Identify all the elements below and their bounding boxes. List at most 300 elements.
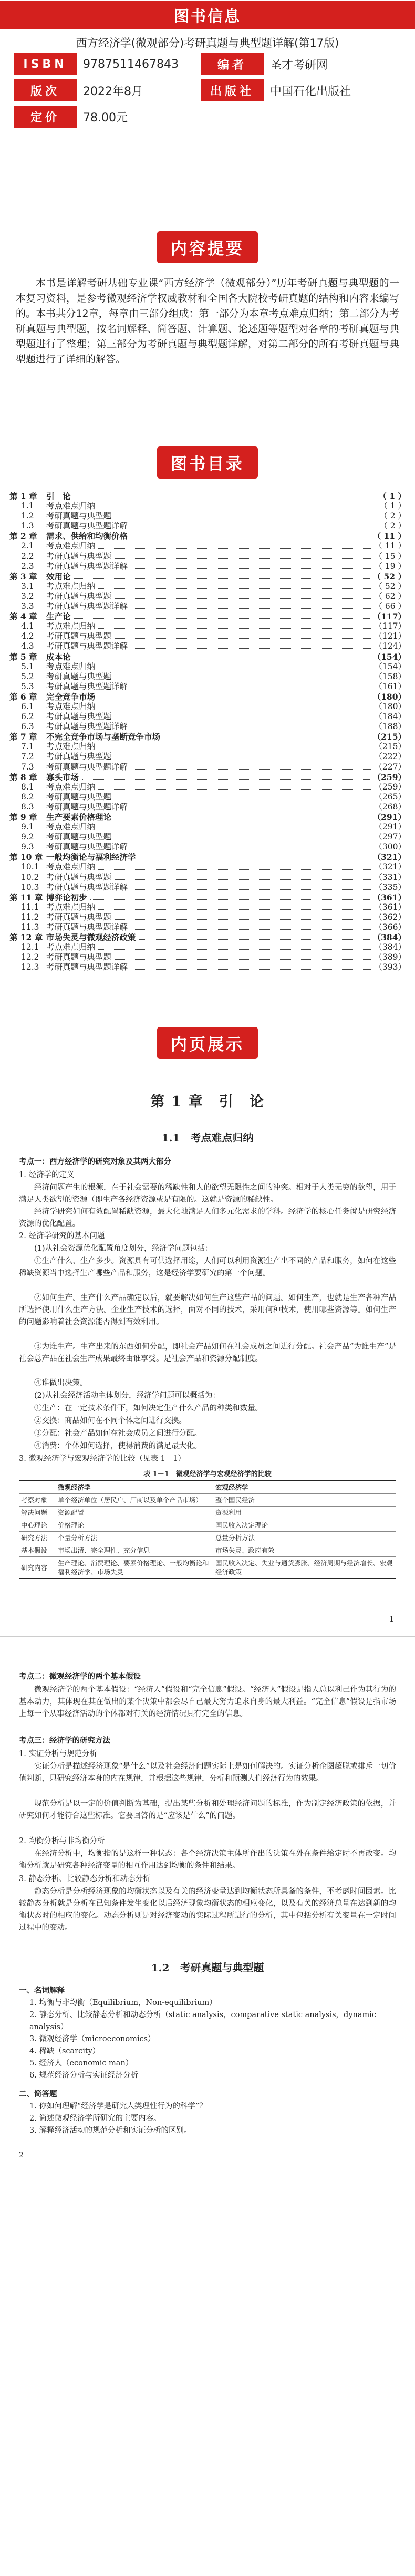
toc-page: （384） (372, 932, 406, 943)
toc-section (9, 742, 406, 752)
editor-value: 圣才考研网 (270, 58, 328, 72)
toc-number: 第 10 章 (9, 852, 43, 863)
toc-number: 9.2 (21, 832, 34, 842)
toc-number: 7.3 (21, 762, 34, 772)
toc-chapter (9, 892, 406, 902)
toc-number: 2.3 (21, 561, 34, 571)
toc-section (9, 511, 406, 521)
toc-title: 考研真题与典型题 (46, 712, 112, 722)
toc-page: （ 1 ） (378, 491, 406, 501)
toc-number: 4.2 (21, 631, 34, 641)
price-label: 定价 (14, 106, 77, 128)
toc-title: 寡头市场 (46, 772, 79, 782)
toc-title: 考研真题与典型题 (46, 872, 112, 882)
para: 经济问题产生的根源，在于社会需要的稀缺性和人的欲望无限性之间的冲突。相对于人类无穷的欲望，用于满足人类欲望的资源（即生产各经济资源或是有限的。这就是资源的稀缺性。 (19, 1183, 396, 1204)
toc-section (9, 952, 406, 962)
toc-page: （ 2 ） (379, 511, 406, 521)
toc-section (9, 832, 406, 842)
toc-title: 考点难点归纳 (46, 621, 96, 631)
toc-chapter (9, 572, 406, 581)
toc-page: （291） (372, 812, 406, 822)
toc-title: 完全竞争市场 (46, 691, 96, 702)
toc-page: （361） (374, 902, 406, 912)
toc-leader (131, 929, 371, 930)
para: ③分配：社会产品如何在社会成员之间进行分配。 (34, 1429, 202, 1438)
toc-title: 考研真题与典型题详解 (46, 681, 128, 691)
isbn-label: ISBN (14, 53, 77, 75)
table-row (19, 1557, 396, 1579)
book-title: 西方经济学(微观部分)考研真题与典型题详解(第17版) (76, 37, 339, 49)
toc-number: 2.2 (21, 551, 34, 561)
toc-title: 考研真题与典型题 (46, 792, 112, 802)
question-type: 二、简答题 (19, 2090, 57, 2099)
toc-title: 考研真题与典型题详解 (46, 762, 128, 772)
table-of-contents (9, 491, 406, 973)
toc-chapter (9, 692, 406, 702)
toc-section (9, 581, 406, 591)
toc-title: 考研真题与典型题详解 (46, 802, 128, 812)
para: ①生产：在一定技术条件下，如何决定生产什么产品的种类和数量。 (34, 1404, 263, 1412)
toc-title: 考研真题与典型题详解 (46, 962, 128, 972)
para: 经济学研究如何有效配置稀缺资源，最大化地满足人们多元化需求的学科。经济学的核心任务就是研究经济资源的优化配置。 (19, 1208, 396, 1228)
toc-number: 第 8 章 (9, 772, 37, 782)
toc-title: 生产要素价格理论 (46, 812, 112, 822)
para: 静态分析是分析经济现象的均衡状态以及有关的经济变量达到均衡状态所具备的条件，不考虑时间因素。比较静态分析就是分析在已知条件发生变化以后经济现象均衡状态的相应变化，以及有关的经济总量在达到新的均衡状态时的相应的变化。动态分析则是对经济变动的实际过程所进行的分析，其中包括分析有关变量在一定时间过程中的变动。 (19, 1887, 396, 1932)
toc-chapter (9, 772, 406, 782)
question-list (29, 2101, 396, 2137)
section-title: 1.2 考研真题与典型题 (151, 1961, 264, 1974)
toc-page: （222） (374, 752, 406, 762)
para: ②如何生产。生产什么产品确定以后，就要解决如何生产这些产品的问题。如何生产，也就是生产各种产品所选择使用什么生产方法。企业生产技术的选择，面对不同的技术，采用何种技术，使用哪些资源等。如何生产的问题影响着社会资源能否得到有效利用。 (19, 1294, 396, 1326)
toc-title: 博弈论初步 (46, 892, 87, 902)
toc-page: （335） (374, 882, 406, 892)
toc-page: （215） (372, 732, 406, 742)
toc-chapter (9, 491, 406, 501)
toc-number: 8.2 (21, 792, 34, 802)
edition-value: 2022年8月 (83, 85, 143, 98)
toc-number: 第 7 章 (9, 732, 37, 742)
toc-page: （ 66 ） (374, 601, 406, 611)
toc-section (9, 501, 406, 511)
toc-leader (131, 568, 371, 569)
toc-title: 考研真题与典型题详解 (46, 842, 128, 852)
toc-number: 4.1 (21, 621, 34, 631)
toc-title: 考点难点归纳 (46, 742, 96, 752)
toc-leader (115, 638, 371, 639)
toc-number: 6.1 (21, 701, 34, 711)
toc-number: 11.3 (21, 922, 39, 932)
toc-leader (82, 779, 370, 780)
toc-number: 5.3 (21, 681, 34, 691)
toc-title: 考研真题与典型题 (46, 631, 112, 641)
section-title: 1.1 考点难点归纳 (161, 1131, 254, 1144)
toc-title: 成本论 (46, 651, 71, 662)
toc-page: （215） (374, 742, 406, 752)
book-info-banner: 图书信息 (0, 1, 415, 29)
toc-number: 10.1 (21, 862, 39, 872)
toc-leader (98, 909, 371, 910)
para: 3. 静态分析、比较静态分析和动态分析 (19, 1875, 151, 1883)
toc-title: 考研真题与典型题 (46, 832, 112, 842)
point-heading: 考点二：微观经济学的两个基本假设 (19, 1672, 141, 1681)
toc-number: 1.2 (21, 511, 34, 521)
toc-page: （188） (374, 722, 406, 732)
toc-section (9, 792, 406, 802)
toc-page: （ 11 ） (374, 541, 406, 551)
isbn-value: 9787511467843 (83, 57, 179, 71)
toc-title: 考研真题与典型题 (46, 591, 112, 601)
edition-row (14, 79, 402, 101)
toc-section (9, 712, 406, 722)
toc-title: 生产论 (46, 611, 71, 622)
toc-leader (131, 769, 371, 770)
toc-page: （361） (372, 892, 406, 902)
toc-page: （ 52 ） (374, 581, 406, 591)
list-item: 2. 简述微观经济学所研究的主要内容。 (29, 2114, 161, 2123)
toc-leader (115, 558, 371, 559)
toc-page: （366） (374, 922, 406, 932)
para: 2. 经济学研究的基本问题 (19, 1232, 105, 1240)
toc-number: 12.1 (21, 942, 39, 952)
toc-number: 9.3 (21, 842, 34, 852)
toc-title: 考点难点归纳 (46, 581, 96, 591)
toc-title: 考研真题与典型题 (46, 912, 112, 922)
toc-page: （180） (372, 691, 406, 702)
toc-number: 10.3 (21, 882, 39, 892)
toc-number: 11.1 (21, 902, 39, 912)
toc-leader (90, 899, 370, 900)
toc-leader (115, 879, 371, 880)
table-cell: 中心理论 (19, 1519, 56, 1532)
term-list (29, 1997, 396, 2082)
para: 在经济分析中，均衡指的是这样一种状态：各个经济决策主体所作出的决策在外在条件给定时不再改变。均衡分析就是研究各种经济变量的相互作用达到均衡的条件和结果。 (19, 1850, 396, 1870)
toc-page: （ 19 ） (374, 561, 406, 571)
toc-page: （124） (374, 641, 406, 651)
toc-number: 5.2 (21, 671, 34, 681)
toc-leader (131, 889, 371, 890)
toc-section (9, 682, 406, 692)
toc-section (9, 641, 406, 651)
table-cell: 国民收入决定理论 (213, 1519, 396, 1532)
point-heading: 考点一：西方经济学的研究对象及其两大部分 (19, 1157, 171, 1166)
toc-number: 6.2 (21, 712, 34, 722)
list-item: 4. 稀缺（scarcity） (29, 2047, 100, 2055)
toc-section (9, 902, 406, 912)
toc-page: （117） (372, 611, 406, 622)
summary-text: 本书是详解考研基础专业课“西方经济学（微观部分）”历年考研真题与典型题的一本复习资料，是参考微观经济学权威教材和全国各大院校考研真题的结构和内容来编写的。本书共分12章，每章由三部分组成：第一部分为本章考点难点归纳；第二部分为考研真题与典型题，按名词解释、简答题、计算题、论述题等题型对各章的考研真题与典型题进行了整理；第三部分为考研真题与典型题详解，对第二部分的所有考研真题与典型题进行了详细的解答。 (16, 277, 399, 365)
toc-number: 7.1 (21, 742, 34, 752)
toc-number: 5.1 (21, 661, 34, 671)
toc-page: （121） (374, 631, 406, 641)
toc-number: 第 9 章 (9, 812, 37, 822)
list-item: 6. 规范经济分析与实证经济分析 (29, 2071, 138, 2080)
para: ③为谁生产。生产出来的东西如何分配，即社会产品如何在社会成员之间进行分配。社会产品“为谁生产”是社会总产品在社会生产成果最终由谁享受。是社会产品和资源分配制度。 (19, 1343, 396, 1363)
toc-title: 考点难点归纳 (46, 822, 96, 832)
toc-leader (98, 588, 371, 589)
toc-section (9, 842, 406, 852)
toc-section (9, 672, 406, 682)
toc-title: 考研真题与典型题详解 (46, 882, 128, 892)
table-row (19, 1519, 396, 1532)
table-cell: 基本假设 (19, 1544, 56, 1557)
toc-number: 3.1 (21, 581, 34, 591)
table-cell: 整个国民经济 (213, 1494, 396, 1507)
table-cell: 资源利用 (213, 1507, 396, 1519)
table-row (19, 1544, 396, 1557)
toc-page: （393） (374, 962, 406, 972)
para: ④谁做出决策。 (34, 1379, 88, 1387)
editor-label: 编者 (201, 53, 264, 75)
comparison-table (19, 1480, 396, 1579)
toc-section (9, 521, 406, 531)
para: ②交换：商品如何在不同个体之间进行交换。 (34, 1417, 186, 1425)
list-item: 1. 你如何理解“经济学是研究人类理性行为的科学”？ (29, 2102, 207, 2111)
toc-section (9, 541, 406, 551)
toc-section (9, 552, 406, 562)
toc-number: 3.2 (21, 591, 34, 601)
table-cell: 解决问题 (19, 1507, 56, 1519)
toc-number: 6.3 (21, 722, 34, 732)
toc-section (9, 722, 406, 732)
toc-page: （331） (374, 872, 406, 882)
toc-number: 10.2 (21, 872, 39, 882)
toc-section (9, 912, 406, 922)
toc-title: 一般均衡论与福利经济学 (46, 852, 136, 863)
publisher-value: 中国石化出版社 (270, 85, 351, 98)
toc-chapter (9, 812, 406, 822)
toc-title: 不完全竞争市场与垄断竞争市场 (46, 732, 161, 742)
toc-section (9, 591, 406, 601)
list-item: 2. 静态分析、比较静态分析和动态分析（static analysis，comparative static analysis，dynamic analysis） (29, 2011, 377, 2031)
toc-number: 第 1 章 (9, 491, 37, 501)
toc-page: （321） (372, 852, 406, 863)
table-cell: 资源配置 (56, 1507, 213, 1519)
toc-page: （ 52 ） (372, 571, 406, 581)
para: (1)从社会资源优化配置角度划分，经济学问题包括： (34, 1244, 213, 1253)
toc-section (9, 762, 406, 772)
toc-page: （154） (372, 651, 406, 662)
toc-leader (131, 969, 371, 970)
toc-leader (98, 869, 371, 870)
table-header-cell: 宏观经济学 (213, 1481, 396, 1494)
table-row (19, 1494, 396, 1507)
para: 1. 实证分析与规范分析 (19, 1750, 97, 1758)
toc-section (9, 752, 406, 762)
toc-leader (74, 578, 370, 579)
toc-page: （291） (374, 822, 406, 832)
table-cell: 总量分析方法 (213, 1532, 396, 1544)
toc-number: 2.1 (21, 541, 34, 551)
page-number: 2 (19, 2151, 24, 2159)
table-cell: 生产理论、消费理论、要素价格理论、一般均衡论和福利经济学、市场失灵 (56, 1557, 213, 1579)
toc-page: （265） (374, 792, 406, 802)
toc-title: 考研真题与典型题 (46, 551, 112, 561)
list-item: 3. 微观经济学（microeconomics） (29, 2035, 155, 2043)
toc-page: （227） (374, 762, 406, 772)
para: 3. 微观经济学与宏观经济学的比较（见表 1－1） (19, 1455, 186, 1463)
toc-title: 考点难点归纳 (46, 782, 96, 792)
table-cell: 价格理论 (56, 1519, 213, 1532)
list-item: 3. 解释经济活动的规范分析和实证分析的区别。 (29, 2126, 192, 2135)
question-type: 一、名词解释 (19, 1986, 65, 1995)
toc-leader (131, 608, 371, 609)
para: (2)从社会经济活动主体划分，经济学问题可以概括为： (34, 1391, 221, 1400)
toc-section (9, 562, 406, 572)
table-row (19, 1532, 396, 1544)
toc-title: 考研真题与典型题详解 (46, 601, 128, 611)
toc-number: 12.3 (21, 962, 39, 972)
toc-section (9, 782, 406, 792)
toc-page: （259） (372, 772, 406, 782)
price-value: 78.00元 (83, 111, 128, 124)
toc-number: 第 12 章 (9, 932, 43, 943)
toc-page: （161） (374, 681, 406, 691)
toc-title: 考点难点归纳 (46, 541, 96, 551)
toc-leader (115, 598, 371, 599)
edition-label: 版次 (14, 79, 77, 101)
toc-number: 1.3 (21, 521, 34, 531)
para: 2. 均衡分析与非均衡分析 (19, 1837, 105, 1845)
toc-page: （ 11 ） (372, 531, 406, 542)
toc-title: 考研真题与典型题详解 (46, 641, 128, 651)
toc-page: （ 62 ） (374, 591, 406, 601)
toc-page: （ 2 ） (379, 521, 406, 531)
toc-page: （384） (374, 942, 406, 952)
toc-title: 需求、供给和均衡价格 (46, 531, 128, 542)
toc-number: 9.1 (21, 822, 34, 832)
toc-title: 考点难点归纳 (46, 501, 96, 511)
toc-number: 12.2 (21, 952, 39, 962)
toc-title: 考点难点归纳 (46, 701, 96, 711)
toc-chapter (9, 652, 406, 662)
toc-section (9, 702, 406, 712)
toc-number: 第 11 章 (9, 892, 43, 902)
table-cell: 市场出清、完全理性、充分信息 (56, 1544, 213, 1557)
toc-title: 考点难点归纳 (46, 862, 96, 872)
toc-section (9, 662, 406, 672)
toc-page: （180） (374, 701, 406, 711)
toc-number: 3.3 (21, 601, 34, 611)
toc-number: 8.3 (21, 802, 34, 812)
toc-title: 效用论 (46, 571, 71, 581)
summary-heading: 内容提要 (0, 231, 415, 263)
toc-leader (98, 628, 371, 629)
toc-leader (139, 939, 370, 940)
toc-number: 第 6 章 (9, 691, 37, 702)
toc-number: 第 2 章 (9, 531, 37, 542)
page-number: 1 (389, 1615, 394, 1624)
preview-page (0, 1072, 415, 2576)
toc-page: （321） (374, 862, 406, 872)
toc-title: 考研真题与典型题详解 (46, 722, 128, 732)
table-cell: 国民收入决定、失业与通货膨胀、经济周期与经济增长、宏观经济政策 (213, 1557, 396, 1579)
table-cell: 考察对象 (19, 1494, 56, 1507)
table-cell: 个量分析方法 (56, 1532, 213, 1544)
point-heading: 考点三：经济学的研究方法 (19, 1736, 110, 1745)
toc-page: （184） (374, 712, 406, 722)
toc-chapter (9, 852, 406, 862)
toc-chapter (9, 531, 406, 541)
toc-section (9, 882, 406, 892)
toc-title: 考点难点归纳 (46, 902, 96, 912)
list-item: 5. 经济人（economic man） (29, 2059, 133, 2068)
toc-section (9, 942, 406, 952)
toc-title: 考研真题与典型题详解 (46, 521, 128, 531)
para: 规范分析是以一定的价值判断为基础，提出某些分析和处理经济问题的标准，作为制定经济政策的依据，并研究如何才能符合这些标准。它要回答的是“应该是什么”的问题。 (19, 1800, 396, 1820)
para: ④消费：个体如何选择，使得消费的满足最大化。 (34, 1442, 202, 1450)
publisher-label: 出版社 (201, 79, 264, 101)
toc-number: 4.3 (21, 641, 34, 651)
toc-page: （297） (374, 832, 406, 842)
isbn-row (14, 53, 402, 75)
toc-title: 引 论 (46, 491, 71, 501)
toc-leader (98, 949, 371, 950)
toc-leader (98, 548, 371, 549)
toc-section (9, 802, 406, 812)
toc-page: （ 15 ） (374, 551, 406, 561)
toc-leader (98, 789, 371, 790)
toc-section (9, 962, 406, 972)
toc-page: （362） (374, 912, 406, 922)
toc-heading: 图书目录 (0, 446, 415, 479)
table-header-cell: 微观经济学 (56, 1481, 213, 1494)
table-cell: 单个经济单位（居民户、厂商以及单个产品市场） (56, 1494, 213, 1507)
toc-section (9, 862, 406, 872)
toc-number: 7.2 (21, 752, 34, 762)
toc-title: 考研真题与典型题 (46, 952, 112, 962)
para: 1. 经济学的定义 (19, 1171, 75, 1179)
toc-chapter (9, 932, 406, 942)
toc-number: 1.1 (21, 501, 34, 511)
toc-number: 8.1 (21, 782, 34, 792)
preview-heading: 内页展示 (0, 1027, 415, 1059)
chapter-title: 第 1 章 引 论 (150, 1094, 265, 1110)
toc-title: 考研真题与典型题 (46, 752, 112, 762)
toc-section (9, 601, 406, 611)
toc-chapter (9, 732, 406, 742)
toc-title: 考点难点归纳 (46, 661, 96, 671)
toc-page: （158） (374, 671, 406, 681)
toc-section (9, 631, 406, 641)
price-row (14, 106, 402, 128)
table-cell: 研究内容 (19, 1557, 56, 1579)
toc-title: 考研真题与典型题 (46, 511, 112, 521)
toc-number: 第 5 章 (9, 651, 37, 662)
toc-number: 第 4 章 (9, 611, 37, 622)
toc-page: （268） (374, 802, 406, 812)
toc-title: 市场失灵与微观经济政策 (46, 932, 136, 943)
toc-title: 考研真题与典型题 (46, 671, 112, 681)
para: ①生产什么、生产多少。资源具有可供选择用途，人们可以利用资源生产出不同的产品和服务，如何在这些稀缺资源当中选择生产哪些产品和服务，这是经济学要研究的第一个问题。 (19, 1257, 396, 1277)
para: 实证分析是描述经济现象“是什么”以及社会经济问题实际上是如何解决的。实证分析企图超脱或排斥一切价值判断，只研究经济本身的内在规律，并根据这些规律，分析和预测人们经济行为的效果。 (19, 1762, 396, 1783)
toc-title: 考研真题与典型题详解 (46, 561, 128, 571)
table-row (19, 1507, 396, 1519)
table-header-cell (19, 1481, 56, 1494)
toc-page: （ 1 ） (379, 501, 406, 511)
toc-section (9, 822, 406, 832)
toc-page: （389） (374, 952, 406, 962)
toc-number: 11.2 (21, 912, 39, 922)
toc-number: 第 3 章 (9, 571, 37, 581)
table-cell: 市场失灵、政府有效 (213, 1544, 396, 1557)
toc-page: （300） (374, 842, 406, 852)
toc-leader (131, 648, 371, 649)
list-item: 1. 均衡与非均衡（Equilibrium，Non-equilibrium） (29, 1999, 217, 2007)
toc-leader (115, 919, 371, 920)
toc-section (9, 872, 406, 882)
toc-leader (74, 618, 370, 619)
toc-title: 考点难点归纳 (46, 942, 96, 952)
